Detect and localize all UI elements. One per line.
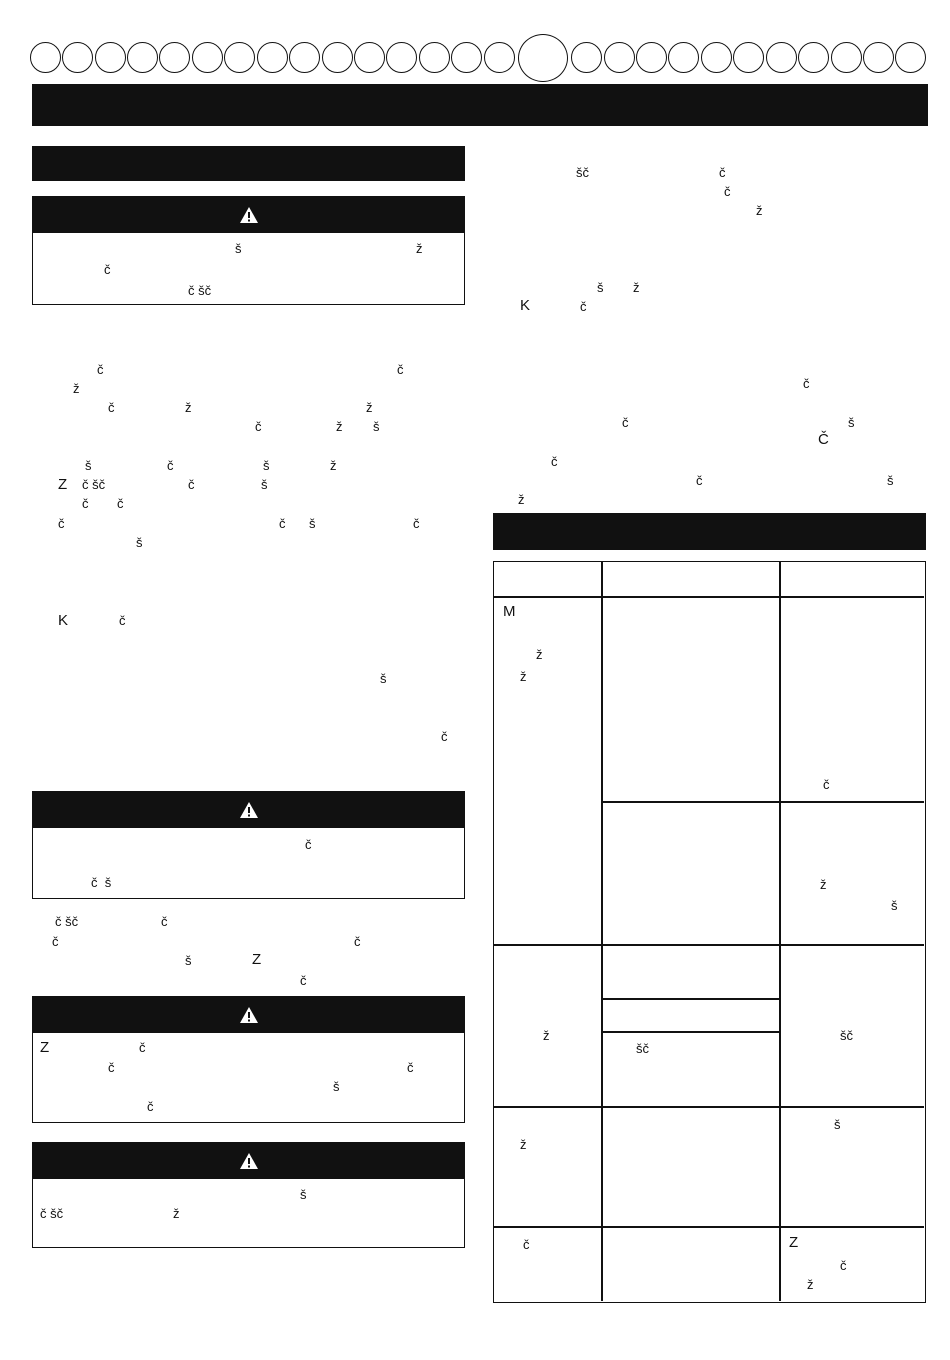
body-text: č: [803, 376, 810, 391]
body-text: č: [167, 458, 174, 473]
table-cell: š: [834, 1117, 841, 1132]
chapter-circle: [257, 42, 288, 73]
body-text: ž: [336, 419, 343, 434]
chapter-circle: [636, 42, 667, 73]
chapter-circle: [322, 42, 353, 73]
body-text: č šč: [82, 477, 106, 492]
body-text: č: [696, 473, 703, 488]
body-text: š: [261, 477, 268, 492]
body-text: č: [719, 165, 726, 180]
body-text: šč: [576, 165, 589, 180]
body-text: č: [551, 454, 558, 469]
body-text: š: [887, 473, 894, 488]
table-row-rule: [601, 998, 779, 1000]
table-cell: ž: [543, 1028, 550, 1043]
table-row-rule: [494, 1106, 924, 1108]
table-cell: ž: [520, 669, 527, 684]
warning-triangle-icon: [239, 206, 259, 224]
table-cell: ž: [807, 1277, 814, 1292]
body-text: č: [108, 400, 115, 415]
warning-text: č: [407, 1060, 414, 1075]
chapter-circles: [30, 38, 928, 82]
table-row-rule: [601, 1031, 779, 1033]
warning-text: č š: [91, 875, 112, 890]
chapter-circle: [701, 42, 732, 73]
chapter-circle: [798, 42, 829, 73]
body-text: č: [82, 496, 89, 511]
chapter-circle: [451, 42, 482, 73]
chapter-circle: [766, 42, 797, 73]
body-text: č: [354, 934, 361, 949]
warning-text: č: [305, 837, 312, 852]
table-divider: [601, 562, 603, 1301]
warning-header: [33, 792, 464, 828]
chapter-circle: [354, 42, 385, 73]
warning-header: [33, 1143, 464, 1179]
body-text: č: [580, 299, 587, 314]
chapter-circle: [127, 42, 158, 73]
warning-box: [32, 996, 465, 1123]
body-text: č: [161, 914, 168, 929]
warning-triangle-icon: [239, 1152, 259, 1170]
body-text: č: [117, 496, 124, 511]
body-text: č: [397, 362, 404, 377]
section-heading-bar: [32, 146, 465, 181]
body-text: č: [255, 419, 262, 434]
body-text: ž: [756, 203, 763, 218]
body-text: č: [97, 362, 104, 377]
warning-triangle-icon: [239, 801, 259, 819]
body-text: š: [85, 458, 92, 473]
chapter-circle: [604, 42, 635, 73]
warning-header: [33, 997, 464, 1033]
body-text: š: [263, 458, 270, 473]
body-text: ž: [518, 492, 525, 507]
body-text: ž: [73, 381, 80, 396]
body-text: ž: [330, 458, 337, 473]
body-text: š: [185, 953, 192, 968]
body-text: č šč: [55, 914, 79, 929]
table-cell: Z: [789, 1234, 799, 1251]
warning-text: ž: [173, 1206, 180, 1221]
table-row-rule: [494, 944, 924, 946]
body-text: č: [279, 516, 286, 531]
body-text: K: [58, 612, 69, 629]
chapter-circle: [831, 42, 862, 73]
warning-text: Z: [40, 1039, 50, 1056]
warning-text: ž: [416, 241, 423, 256]
body-text: č: [52, 934, 59, 949]
chapter-circle: [733, 42, 764, 73]
chapter-circle: [419, 42, 450, 73]
body-text: č: [119, 613, 126, 628]
chapter-circle: [668, 42, 699, 73]
troubleshooting-table: [493, 561, 926, 1303]
warning-text: č: [108, 1060, 115, 1075]
body-text: č: [413, 516, 420, 531]
table-cell: č: [523, 1237, 530, 1252]
body-text: ž: [185, 400, 192, 415]
body-text: š: [373, 419, 380, 434]
body-text: č: [58, 516, 65, 531]
table-divider: [779, 562, 781, 1301]
chapter-circle: [386, 42, 417, 73]
warning-text: š: [300, 1187, 307, 1202]
table-cell: č: [823, 777, 830, 792]
table-cell: M: [503, 603, 516, 620]
chapter-circle: [289, 42, 320, 73]
chapter-circle: [484, 42, 515, 73]
table-row-rule: [494, 1226, 924, 1228]
body-text: Č: [818, 431, 829, 448]
body-text: š: [597, 280, 604, 295]
table-cell: šč: [636, 1041, 649, 1056]
body-text: š: [848, 415, 855, 430]
table-cell: č: [840, 1258, 847, 1273]
warning-box: [32, 196, 465, 305]
warning-box: [32, 1142, 465, 1248]
body-text: ž: [633, 280, 640, 295]
warning-text: š: [333, 1079, 340, 1094]
table-row-rule: [601, 801, 924, 803]
table-cell: ž: [820, 877, 827, 892]
warning-text: š: [235, 241, 242, 256]
body-text: č: [188, 477, 195, 492]
chapter-circle: [895, 42, 926, 73]
body-text: š: [380, 671, 387, 686]
warning-header: [33, 197, 464, 233]
chapter-circle: [159, 42, 190, 73]
body-text: Z: [58, 476, 68, 493]
chapter-circle: [62, 42, 93, 73]
chapter-circle: [95, 42, 126, 73]
warning-triangle-icon: [239, 1006, 259, 1024]
chapter-circle-current: [518, 34, 568, 82]
table-cell: šč: [840, 1028, 853, 1043]
body-text: č: [622, 415, 629, 430]
body-text: Z: [252, 951, 262, 968]
warning-text: č: [147, 1099, 154, 1114]
chapter-circle: [224, 42, 255, 73]
table-cell: š: [891, 898, 898, 913]
warning-text: č: [139, 1040, 146, 1055]
body-text: š: [309, 516, 316, 531]
body-text: š: [136, 535, 143, 550]
table-header-rule: [494, 596, 924, 598]
section-heading-bar: [493, 513, 926, 550]
body-text: č: [441, 729, 448, 744]
chapter-circle: [571, 42, 602, 73]
chapter-circle: [192, 42, 223, 73]
body-text: ž: [366, 400, 373, 415]
body-text: K: [520, 297, 531, 314]
body-text: č: [724, 184, 731, 199]
table-cell: ž: [520, 1137, 527, 1152]
chapter-circle: [30, 42, 61, 73]
table-cell: ž: [536, 647, 543, 662]
warning-text: č šč: [40, 1206, 64, 1221]
warning-text: č: [104, 262, 111, 277]
warning-text: č šč: [188, 283, 212, 298]
body-text: č: [300, 973, 307, 988]
chapter-title-bar: [32, 84, 928, 126]
chapter-circle: [863, 42, 894, 73]
